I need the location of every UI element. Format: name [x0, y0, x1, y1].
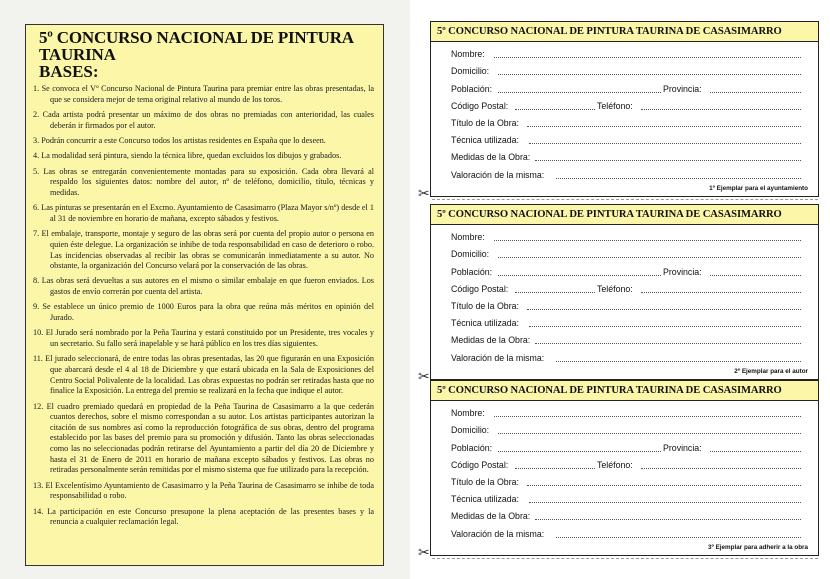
entry-form-3 — [430, 380, 819, 556]
field-row-domicilio — [431, 245, 818, 262]
field-label-poblacion: Población: — [451, 266, 493, 277]
field-row-domicilio — [431, 421, 818, 438]
form-header: 5º CONCURSO NACIONAL DE PINTURA TAURINA DE CASASIMARRO — [431, 205, 818, 225]
field-row-valoracion — [431, 165, 818, 182]
field-input-domicilio[interactable] — [498, 257, 801, 258]
field-label-telefono: Teléfono: — [597, 100, 633, 111]
field-input-codigo_postal[interactable] — [515, 292, 595, 293]
scissors-icon: ✂ — [418, 187, 430, 202]
field-input-poblacion[interactable] — [498, 451, 661, 452]
copy-note: 1º Ejemplar para el ayuntamiento — [709, 185, 808, 192]
field-row-medidas — [431, 148, 818, 165]
field-input-medidas[interactable] — [535, 519, 801, 520]
field-label-nombre: Nombre: — [451, 49, 485, 60]
field-label-nombre: Nombre: — [451, 232, 485, 243]
field-input-tecnica[interactable] — [529, 326, 801, 327]
form-header: 5º CONCURSO NACIONAL DE PINTURA TAURINA DE CASASIMARRO — [431, 22, 818, 42]
rule-item: 14. La participación en este Concurso presupone la plena aceptación de las presentes bases y la renuncia a cualquier reclamación legal. — [33, 506, 374, 527]
field-row-nombre — [431, 45, 818, 62]
left-page — [0, 0, 410, 579]
field-row-tecnica — [431, 314, 818, 331]
bases-subtitle: BASES: — [39, 62, 99, 81]
entry-form-2 — [430, 204, 819, 380]
field-row-codigo_postal — [431, 456, 818, 473]
field-input-provincia[interactable] — [710, 451, 801, 452]
form-header: 5º CONCURSO NACIONAL DE PINTURA TAURINA DE CASASIMARRO — [431, 381, 818, 401]
rule-item: 12. El cuadro premiado quedará en propiedad de la Peña Taurina de Casasimarro a la que cederán cuantos derechos, sobre el mismo correspondan a su autor. Los artistas participantes autorizan la citación de sus nombres así como la reproducción fotográfica de sus obras, dentro del programa establecido por las bases del premio para su promoción y difusión. Tanto las obras seleccionadas como las no seleccionadas podrán retirarse del Ayuntamiento a partir del día 20 de Diciembre y hasta el 31 de Enero de 2011 en horario de mañana excepto sábados y festivos. Las obras no retiradas personalmente serán remitidas por el mismo sistema que fue utilizado para la recepción. — [33, 401, 374, 475]
field-input-tecnica[interactable] — [529, 143, 801, 144]
field-row-medidas — [431, 331, 818, 348]
rule-item: 10. El Jurado será nombrado por la Peña Taurina y estará constituido por un Presidente, tres vocales y un secretario. Su fallo será inapelable y se hará público en los tres días siguientes. — [33, 328, 374, 349]
field-label-tecnica: Técnica utilizada: — [451, 318, 519, 329]
field-label-poblacion: Población: — [451, 83, 493, 94]
cut-line — [432, 199, 818, 200]
field-label-tecnica: Técnica utilizada: — [451, 135, 519, 146]
field-label-valoracion: Valoración de la misma: — [451, 528, 545, 539]
entry-form-1 — [430, 21, 819, 197]
rule-item: 4. La modalidad será pintura, siendo la técnica libre, quedan excluidos los dibujos y grabados. — [33, 151, 342, 161]
field-input-medidas[interactable] — [535, 160, 801, 161]
field-input-telefono[interactable] — [641, 292, 801, 293]
field-row-medidas — [431, 507, 818, 524]
field-row-tecnica — [431, 131, 818, 148]
field-input-nombre[interactable] — [494, 57, 801, 58]
bases-title: 5º CONCURSO NACIONAL DE PINTURA TAURINA — [39, 28, 353, 64]
field-input-valoracion[interactable] — [556, 361, 801, 362]
field-label-domicilio: Domicilio: — [451, 66, 490, 77]
copy-note: 3º Ejemplar para adherir a la obra — [708, 544, 808, 551]
field-label-medidas: Medidas de la Obra: — [451, 511, 531, 522]
field-label-provincia: Provincia: — [663, 266, 702, 277]
rule-item: 9. Se establece un único premio de 1000 Euros para la obra que reúna más méritos en opinión del Jurado. — [33, 302, 374, 323]
copy-note: 2º Ejemplar para el autor — [734, 368, 808, 375]
field-label-domicilio: Domicilio: — [451, 425, 490, 436]
field-input-telefono[interactable] — [641, 468, 801, 469]
field-input-telefono[interactable] — [641, 109, 801, 110]
field-label-telefono: Teléfono: — [597, 283, 633, 294]
cut-line — [432, 558, 818, 559]
field-input-nombre[interactable] — [494, 240, 801, 241]
field-input-valoracion[interactable] — [556, 537, 801, 538]
rule-item: 5. Las obras se entregarán convenientemente montadas para su exposición. Cada obra llevará al respaldo los siguientes datos: nombre del autor, nº de teléfono, domicilio, título, técnicas y medidas. — [33, 166, 374, 197]
field-label-titulo: Título de la Obra: — [451, 117, 519, 128]
field-label-provincia: Provincia: — [663, 83, 702, 94]
field-row-titulo — [431, 297, 818, 314]
rule-item: 3. Podrán concurrir a este Concurso todos los artistas residentes en España que lo deseen. — [33, 135, 326, 145]
scissors-icon: ✂ — [418, 546, 430, 561]
field-row-nombre — [431, 404, 818, 421]
field-label-domicilio: Domicilio: — [451, 249, 490, 260]
field-row-nombre — [431, 228, 818, 245]
rule-item: 2. Cada artista podrá presentar un máximo de dos obras no premiadas con anterioridad, las cuales deberán ir firmados por el autor. — [33, 109, 374, 130]
field-row-codigo_postal — [431, 97, 818, 114]
field-input-titulo[interactable] — [527, 485, 801, 486]
field-input-poblacion[interactable] — [498, 275, 661, 276]
field-row-titulo — [431, 114, 818, 131]
field-label-titulo: Título de la Obra: — [451, 476, 519, 487]
field-label-provincia: Provincia: — [663, 442, 702, 453]
field-input-nombre[interactable] — [494, 416, 801, 417]
field-row-domicilio — [431, 62, 818, 79]
field-input-codigo_postal[interactable] — [515, 109, 595, 110]
field-input-codigo_postal[interactable] — [515, 468, 595, 469]
field-label-nombre: Nombre: — [451, 408, 485, 419]
field-input-domicilio[interactable] — [498, 433, 801, 434]
field-label-valoracion: Valoración de la misma: — [451, 352, 545, 363]
field-input-tecnica[interactable] — [529, 502, 801, 503]
field-row-poblacion — [431, 262, 818, 279]
field-input-provincia[interactable] — [710, 275, 801, 276]
bases-panel — [25, 24, 384, 566]
field-input-titulo[interactable] — [527, 126, 801, 127]
rule-item: 8. Las obras será devueltas a sus autores en el mismo o similar embalaje en que fueron enviados. Los gastos de envío correrán por cuenta del artista. — [33, 276, 374, 297]
field-label-codigo_postal: Código Postal: — [451, 100, 509, 111]
field-row-valoracion — [431, 348, 818, 365]
field-label-telefono: Teléfono: — [597, 459, 633, 470]
field-label-codigo_postal: Código Postal: — [451, 283, 509, 294]
field-input-domicilio[interactable] — [498, 74, 801, 75]
field-label-medidas: Medidas de la Obra: — [451, 335, 531, 346]
rules-list — [33, 84, 374, 528]
field-row-valoracion — [431, 524, 818, 541]
rule-item: 7. El embalaje, transporte, montaje y seguro de las obras será por cuenta del propio autor o persona en quien éste delegue. La organización se inhibe de toda responsabilidad en caso de deterioro o robo. Las incidencias observadas al recibir las obras se comunicarán inmediatamente a su autor. No obstante, la organización del Concurso velará por la conservación de las obras. — [33, 229, 374, 271]
field-label-medidas: Medidas de la Obra: — [451, 152, 531, 163]
field-label-valoracion: Valoración de la misma: — [451, 169, 545, 180]
field-row-tecnica — [431, 490, 818, 507]
scissors-icon: ✂ — [418, 370, 430, 385]
field-label-codigo_postal: Código Postal: — [451, 459, 509, 470]
field-row-codigo_postal — [431, 280, 818, 297]
rule-item: 6. Las pinturas se presentarán en el Excmo. Ayuntamiento de Casasimarro (Plaza Mayor s/nº) desde el 1 al 31 de noviembre en horario de mañana, excepto sábados y festivos. — [33, 203, 374, 223]
rule-item: 11. El jurado seleccionará, de entre todas las obras presentadas, las 20 que figurarán en una Exposición que abarcará desde el 4 al 18 de Diciembre y que estará ubicada en la Sala de Exposiciones del Centro Social Polivalente de la localidad. Las obras expuestas no podrán ser retiradas hasta que no finalice la Exposición. La entrega del premio se realizará en la fecha que indique el autor. — [33, 354, 374, 396]
field-input-valoracion[interactable] — [556, 178, 801, 179]
field-input-provincia[interactable] — [710, 92, 801, 93]
rule-item: 1. Se convoca el Vº Concurso Nacional de Pintura Taurina para premiar entre las obras presentadas, la que se considera mejor de tema original relativo al mundo de los toros. — [33, 84, 374, 104]
field-label-tecnica: Técnica utilizada: — [451, 494, 519, 505]
field-label-titulo: Título de la Obra: — [451, 300, 519, 311]
right-page — [410, 0, 830, 579]
field-row-titulo — [431, 473, 818, 490]
field-input-medidas[interactable] — [535, 343, 801, 344]
field-label-poblacion: Población: — [451, 442, 493, 453]
field-input-titulo[interactable] — [527, 309, 801, 310]
rule-item: 13. El Excelentísimo Ayuntamiento de Casasimarro y la Peña Taurina de Casasimarro se inhibe de toda responsabilidad o robo. — [33, 480, 374, 501]
field-input-poblacion[interactable] — [498, 92, 661, 93]
field-row-poblacion — [431, 79, 818, 96]
field-row-poblacion — [431, 438, 818, 455]
